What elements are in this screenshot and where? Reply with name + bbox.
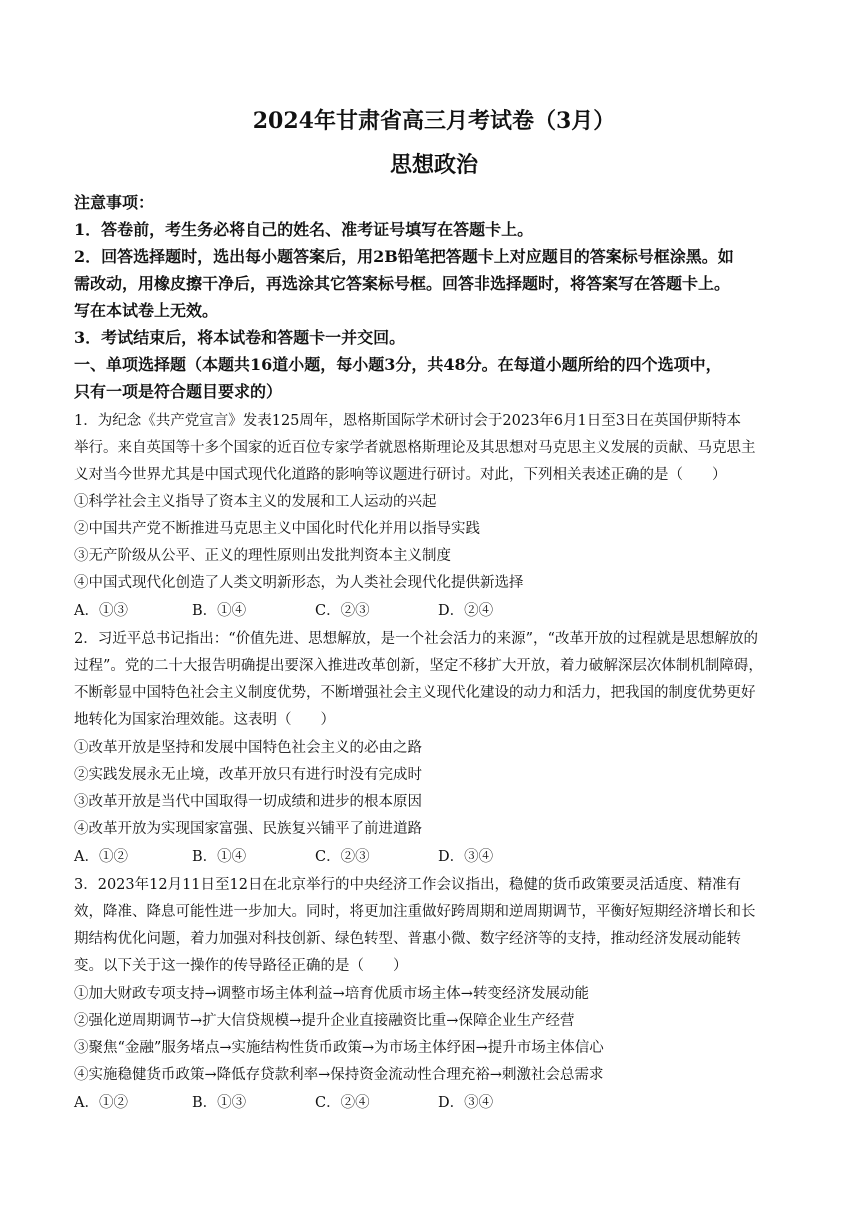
q2-stem-line-4: 地转化为国家治理效能。这表明（ ） [74,712,335,728]
notice-item-2-line-1: 2．回答选择题时，选出每小题答案后，用2B铅笔把答题卡上对应题目的答案标号框涂黑。如 [74,247,734,266]
q1-stem-line-1: 1．为纪念《共产党宣言》发表125周年，恩格斯国际学术研讨会于2023年6月1日至3日在英国伊斯特本 [74,413,741,429]
q2-statement-1: ①改革开放是坚持和发展中国特色社会主义的必由之路 [74,740,422,756]
q3-stem-line-4: 变。以下关于这一操作的传导路径正确的是（ ） [74,958,408,974]
q1-statement-4: ④中国式现代化创造了人类文明新形态，为人类社会现代化提供新选择 [74,575,524,591]
notice-heading: 注意事项： [74,193,155,212]
q1-option-d: D．②④ [438,603,494,619]
q3-stem-line-1: 3．2023年12月11日至12日在北京举行的中央经济工作会议指出，稳健的货币政策要灵活适度、精准有 [74,877,741,893]
q3-option-d: D．③④ [438,1095,494,1111]
q3-statement-2: ②强化逆周期调节→扩大信贷规模→提升企业直接融资比重→保障企业生产经营 [74,1013,575,1029]
q2-option-a: A．①② [74,849,128,865]
q3-option-a: A．①② [74,1095,128,1111]
q2-stem-line-2: 过程”。党的二十大报告明确提出要深入推进改革创新，坚定不移扩大开放，着力破解深层次体制机制障碍， [74,658,763,674]
q1-option-a: A．①③ [74,603,128,619]
q3-option-b: B．①③ [192,1095,247,1111]
q2-option-b: B．①④ [192,849,247,865]
q3-statement-4: ④实施稳健货币政策→降低存贷款利率→保持资金流动性合理充裕→刺激社会总需求 [74,1067,604,1083]
notice-item-2-line-2: 需改动，用橡皮擦干净后，再选涂其它答案标号框。回答非选择题时，将答案写在答题卡上。 [74,274,731,293]
exam-subject: 思想政治 [389,152,478,178]
q1-statement-1: ①科学社会主义指导了资本主义的发展和工人运动的兴起 [74,494,437,510]
q1-stem-line-2: 举行。来自英国等十多个国家的近百位专家学者就恩格斯理论及其思想对马克思主义发展的贡献、马克思主 [74,440,756,456]
notice-item-3: 3．考试结束后，将本试卷和答题卡一并交回。 [74,328,406,347]
q3-stem-line-3: 期结构优化问题，着力加强对科技创新、绿色转型、普惠小微、数字经济等的支持，推动经济发展动能转 [74,931,741,947]
q1-option-c: C．②③ [315,603,370,619]
notice-item-1: 1．答卷前，考生务必将自己的姓名、准考证号填写在答题卡上。 [74,220,534,239]
notice-item-2-line-3: 写在本试卷上无效。 [74,301,219,320]
q3-statement-3: ③聚焦“金融”服务堵点→实施结构性货币政策→为市场主体纾困→提升市场主体信心 [74,1040,604,1056]
q2-statement-3: ③改革开放是当代中国取得一切成绩和进步的根本原因 [74,794,422,810]
q2-option-d: D．③④ [438,849,494,865]
q1-option-b: B．①④ [192,603,247,619]
q1-statement-3: ③无产阶级从公平、正义的理性原则出发批判资本主义制度 [74,548,451,564]
q2-option-c: C．②③ [315,849,370,865]
q2-stem-line-1: 2．习近平总书记指出：“价值先进、思想解放，是一个社会活力的来源”，“改革开放的过程就是思想解放的 [74,631,758,647]
q3-stem-line-2: 效，降准、降息可能性进一步加大。同时，将更加注重做好跨周期和逆周期调节，平衡好短期经济增长和长 [74,904,756,920]
exam-title: 2024年甘肃省高三月考试卷（3月） [252,108,616,134]
section-heading-line-1: 一、单项选择题（本题共16道小题，每小题3分，共48分。在每道小题所给的四个选项中， [74,355,722,374]
q2-statement-2: ②实践发展永无止境，改革开放只有进行时没有完成时 [74,767,422,783]
q1-stem-line-3: 义对当今世界尤其是中国式现代化道路的影响等议题进行研讨。对此，下列相关表述正确的是（ ） [74,467,727,483]
q3-statement-1: ①加大财政专项支持→调整市场主体利益→培育优质市场主体→转变经济发展动能 [74,986,589,1002]
q1-statement-2: ②中国共产党不断推进马克思主义中国化时代化并用以指导实践 [74,521,480,537]
section-heading-line-2: 只有一项是符合题目要求的） [74,382,283,401]
q2-stem-line-3: 不断彰显中国特色社会主义制度优势，不断增强社会主义现代化建设的动力和活力，把我国的制度优势更好 [74,685,756,701]
q2-statement-4: ④改革开放为实现国家富强、民族复兴铺平了前进道路 [74,821,422,837]
q3-option-c: C．②④ [315,1095,370,1111]
